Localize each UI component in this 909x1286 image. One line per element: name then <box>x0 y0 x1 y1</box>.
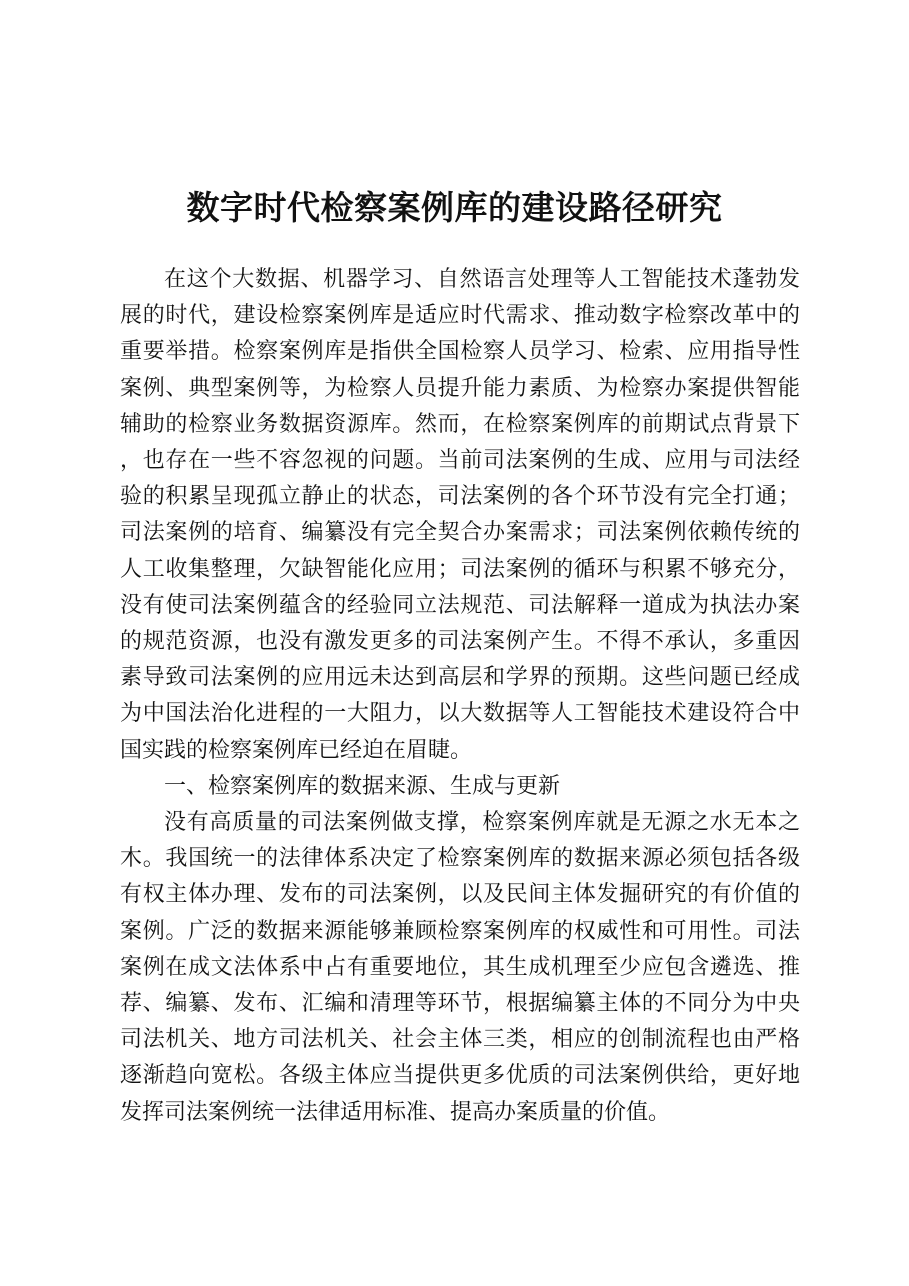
section-heading: 一、检察案例库的数据来源、生成与更新 <box>164 773 561 799</box>
page-title: 数字时代检察案例库的建设路径研究 <box>186 188 723 228</box>
section-paragraph: 没有高质量的司法案例做支撑，检察案例库就是无源之水无本之木。我国统一的法律体系决定了检察案例库的数据来源必须包括各级有权主体办理、发布的司法案例，以及民间主体发掘研究的有价值的案例。广泛的数据来源能够兼顾检察案例库的权威性和可用性。司法案例在成文法体系中占有重要地位，其生成机理至少应包含遴选、推荐、编纂、发布、汇编和清理等环节，根据编纂主体的不同分为中央司法机关、地方司法机关、社会主体三类，相应的创制流程也由严格逐渐趋向宽松。各级主体应当提供更多优质的司法案例供给，更好地发挥司法案例统一法律适用标准、提高办案质量的价值。 <box>120 810 800 1125</box>
document-body <box>120 262 800 1131</box>
intro-paragraph: 在这个大数据、机器学习、自然语言处理等人工智能技术蓬勃发展的时代，建设检察案例库是适应时代需求、推动数字检察改革中的重要举措。检察案例库是指供全国检察人员学习、检索、应用指导性案例、典型案例等，为检察人员提升能力素质、为检察办案提供智能辅助的检察业务数据资源库。然而，在检察案例库的前期试点背景下，也存在一些不容忽视的问题。当前司法案例的生成、应用与司法经验的积累呈现孤立静止的状态，司法案例的各个环节没有完全打通；司法案例的培育、编纂没有完全契合办案需求；司法案例依赖传统的人工收集整理，欠缺智能化应用；司法案例的循环与积累不够充分，没有使司法案例蕴含的经验同立法规范、司法解释一道成为执法办案的规范资源，也没有激发更多的司法案例产生。不得不承认，多重因素导致司法案例的应用远未达到高层和学界的预期。这些问题已经成为中国法治化进程的一大阻力，以大数据等人工智能技术建设符合中国实践的检察案例库已经迫在眉睫。 <box>120 267 800 763</box>
